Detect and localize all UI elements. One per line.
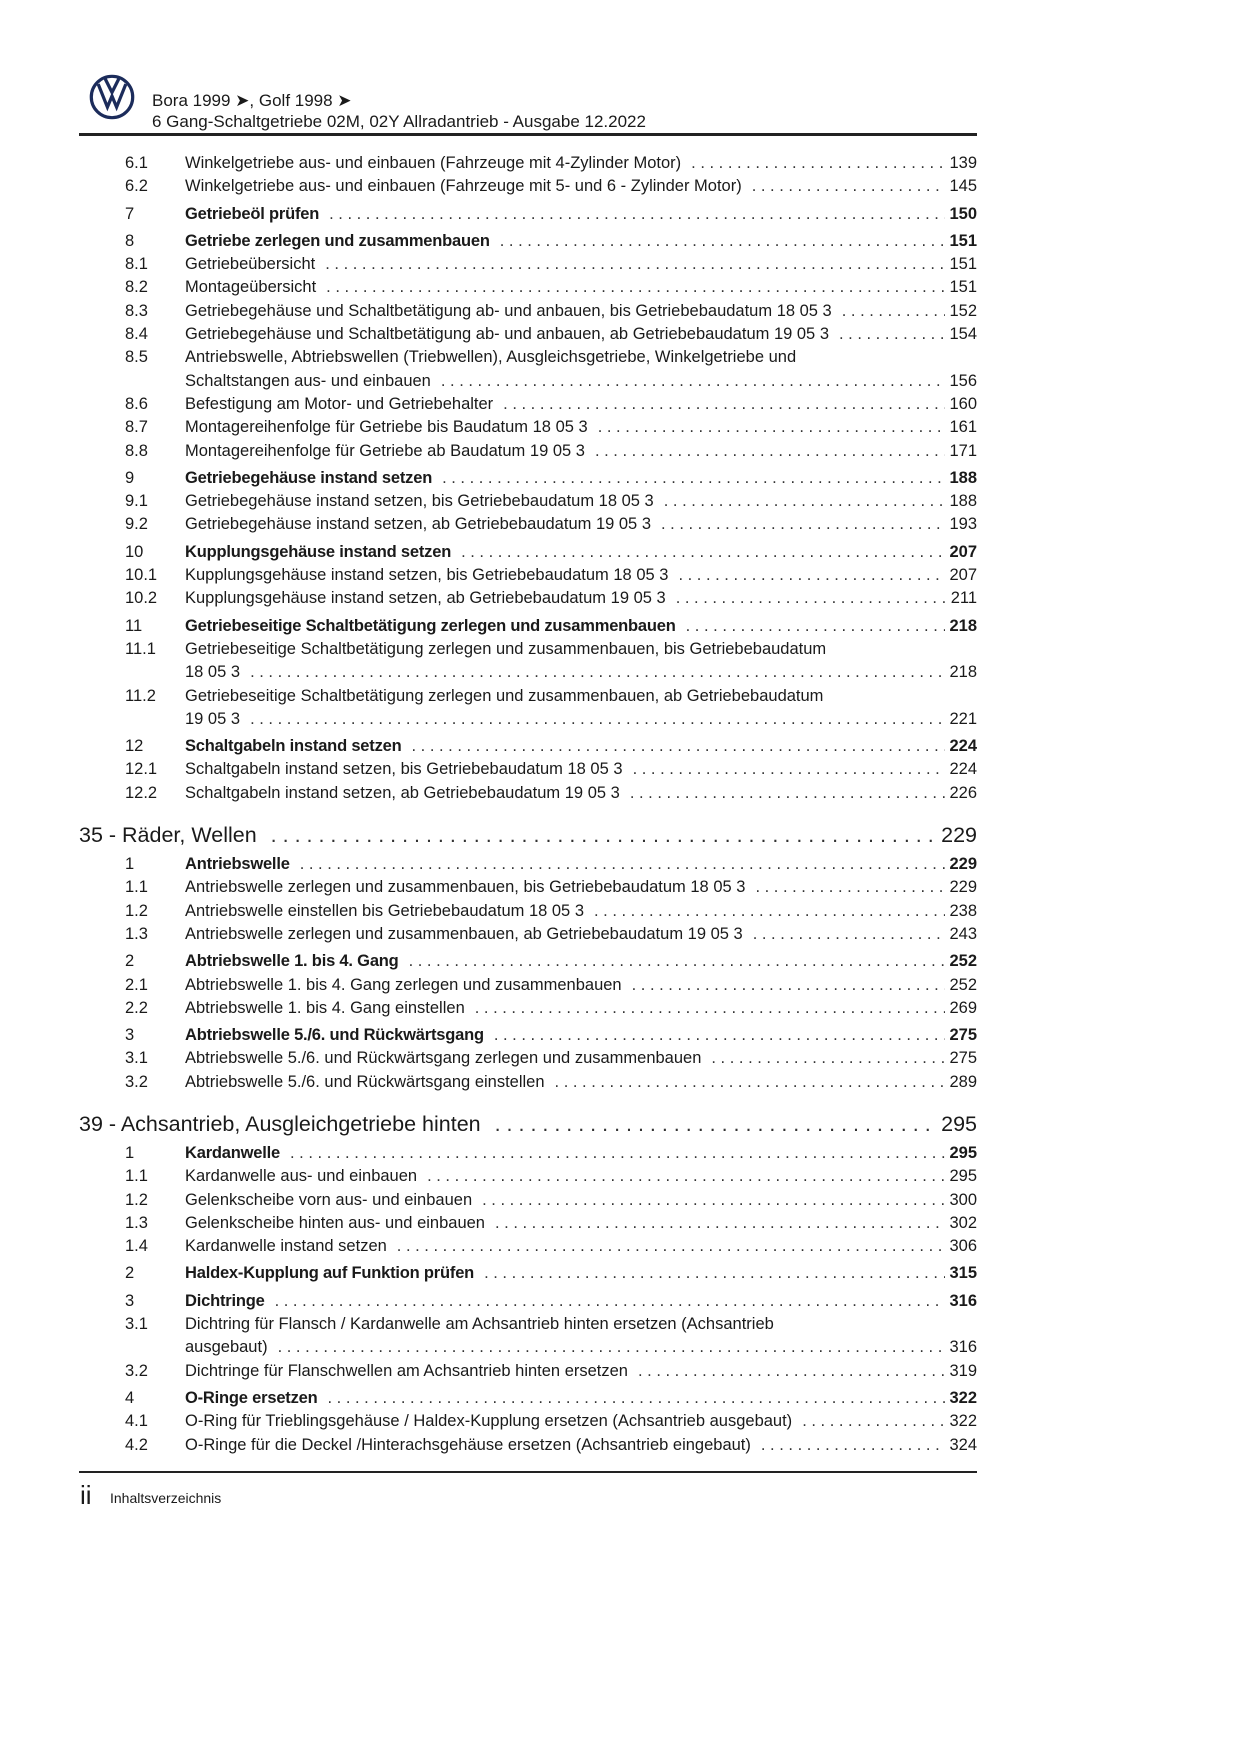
toc-entry-number: 8.3 (125, 301, 148, 320)
toc-entry[interactable] (79, 1313, 977, 1360)
toc-entry-title-line1: Antriebswelle, Abtriebswellen (Triebwellen), Ausgleichsgetriebe, Winkelgetriebe und (185, 348, 797, 367)
dot-leader (411, 735, 945, 758)
dot-leader (691, 152, 945, 175)
toc-entry-page: 154 (949, 325, 977, 344)
dot-leader (495, 1110, 938, 1138)
toc-entry-title: Antriebswelle (185, 855, 290, 874)
toc-entry[interactable] (79, 175, 977, 198)
toc-entry-page: 302 (949, 1213, 977, 1232)
toc-entry-title: Abtriebswelle 5./6. und Rückwärtsgang zerlegen und zusammenbauen (185, 1049, 702, 1068)
toc-entry-page: 252 (949, 952, 977, 971)
dot-leader (461, 541, 945, 564)
footer-page-number: ii (80, 1480, 92, 1510)
toc-entry-number: 12 (125, 737, 144, 756)
toc-entry[interactable] (79, 974, 977, 997)
toc-entry-page: 139 (949, 154, 977, 172)
toc-entry-title: Dichtringe (185, 1291, 265, 1310)
toc-entry-page: 224 (949, 737, 977, 756)
toc-entry[interactable] (79, 1290, 977, 1313)
toc-entry-title: Kardanwelle instand setzen (185, 1237, 387, 1256)
toc-entry-page: 243 (949, 924, 977, 943)
toc-entry-number: 3.1 (125, 1315, 148, 1334)
toc-entry-number: 6.1 (125, 154, 148, 172)
toc-entry[interactable] (79, 950, 977, 973)
toc-entry-number: 1.1 (125, 1167, 148, 1186)
toc-entry-title: Winkelgetriebe aus- und einbauen (Fahrzeuge mit 5- und 6 - Zylinder Motor) (185, 177, 742, 196)
toc-entry[interactable] (79, 1410, 977, 1433)
toc-entry-number: 1 (125, 1143, 135, 1162)
toc-entry-page: 252 (949, 975, 977, 994)
dot-leader (250, 708, 945, 731)
toc-entry-page: 188 (949, 492, 977, 511)
footer-section-label: Inhaltsverzeichnis (110, 1490, 222, 1506)
toc-entry-number: 8.8 (125, 441, 148, 460)
toc-entry-number: 3 (125, 1026, 135, 1045)
dot-leader (638, 1360, 945, 1383)
toc-entry-title: O-Ring für Trieblingsgehäuse / Haldex-Kupplung ersetzen (Achsantrieb ausgebaut) (185, 1412, 793, 1431)
toc-entry-number: 1.2 (125, 1190, 148, 1209)
toc-entry-number: 1 (125, 855, 135, 874)
toc-entry-title-line1: Dichtring für Flansch / Kardanwelle am Achsantrieb hinten ersetzen (Achsantrieb (185, 1315, 774, 1334)
toc-entry-title: Antriebswelle zerlegen und zusammenbauen, bis Getriebebaudatum 18 05 3 (185, 878, 746, 897)
toc-entry-number: 3.1 (125, 1049, 148, 1068)
toc-entry-page: 160 (949, 394, 977, 413)
dot-leader (326, 276, 945, 299)
dot-leader (686, 615, 945, 638)
toc-entry[interactable] (79, 615, 977, 638)
toc-entry-number: 8.4 (125, 325, 148, 344)
toc-entry[interactable] (79, 1071, 977, 1094)
toc-entry-page: 221 (949, 709, 977, 728)
toc-entry-number: 10 (125, 542, 144, 561)
toc-entry-title: 18 05 3 (185, 663, 241, 682)
dot-leader (325, 253, 945, 276)
toc-entry-page: 324 (949, 1435, 977, 1454)
toc-entry[interactable] (79, 300, 977, 323)
dot-leader (503, 393, 945, 416)
dot-leader (839, 323, 945, 346)
dot-leader (598, 416, 945, 439)
toc-entry[interactable] (79, 758, 977, 781)
toc-entry[interactable] (79, 541, 977, 564)
toc-entry-title: Abtriebswelle 1. bis 4. Gang zerlegen und zusammenbauen (185, 975, 622, 994)
dot-leader (630, 782, 945, 805)
toc-entry-page: 322 (949, 1388, 977, 1407)
toc-entry-title: Getriebeübersicht (185, 255, 316, 274)
toc-entry-page: 226 (949, 783, 977, 802)
toc-entry[interactable] (79, 685, 977, 732)
toc-entry-page: 151 (949, 255, 977, 274)
toc-entry-page: 218 (949, 663, 977, 682)
toc-entry[interactable] (79, 1189, 977, 1212)
toc-entry-page: 316 (949, 1338, 977, 1357)
toc-entry-number: 2.2 (125, 998, 148, 1017)
toc-entry-page: 319 (949, 1361, 977, 1380)
toc-entry-title: Abtriebswelle 1. bis 4. Gang einstellen (185, 998, 465, 1017)
toc-entry-page: 207 (949, 542, 977, 561)
toc-entry-page: 211 (950, 589, 977, 608)
toc-entry-number: 4 (125, 1388, 135, 1407)
toc-entry-title: ausgebaut) (185, 1338, 268, 1357)
dot-leader (752, 175, 945, 198)
toc-entry-page: 188 (949, 468, 977, 487)
dot-leader (661, 513, 945, 536)
toc-entry-number: 1.3 (125, 1213, 148, 1232)
toc-entry[interactable] (79, 467, 977, 490)
toc-entry-title: Montagereihenfolge für Getriebe bis Baudatum 18 05 3 (185, 418, 588, 437)
toc-entry-title: Befestigung am Motor- und Getriebehalter (185, 394, 494, 413)
dot-leader (250, 661, 945, 684)
dot-leader (328, 1387, 946, 1410)
toc-entry-title: 19 05 3 (185, 709, 241, 728)
toc-entry[interactable] (79, 1434, 977, 1457)
toc-entry-number: 7 (125, 204, 135, 223)
toc-entry-number: 8.7 (125, 418, 148, 437)
toc-chapter[interactable] (79, 1110, 977, 1138)
toc-entry-title: Schaltgabeln instand setzen, bis Getriebebaudatum 18 05 3 (185, 760, 623, 779)
toc-entry-page: 150 (949, 204, 977, 223)
toc-entry-number: 4.2 (125, 1435, 148, 1454)
dot-leader (676, 587, 945, 610)
toc-entry-page: 275 (949, 1049, 977, 1068)
toc-entry-title: Getriebeöl prüfen (185, 204, 320, 223)
dot-leader (494, 1024, 945, 1047)
toc-entry-title: Dichtringe für Flanschwellen am Achsantrieb hinten ersetzen (185, 1361, 628, 1380)
toc-entry[interactable] (79, 900, 977, 923)
toc-entry-number: 11.2 (125, 686, 156, 705)
toc-entry-title: O-Ringe für die Deckel /Hinterachsgehäuse ersetzen (Achsantrieb eingebaut) (185, 1435, 751, 1454)
toc-entry[interactable] (79, 1165, 977, 1188)
toc-entry-number: 8 (125, 231, 135, 250)
toc-entry-number: 4.1 (125, 1412, 148, 1431)
toc-entry-page: 145 (949, 177, 977, 196)
toc-entry-page: 229 (949, 855, 977, 874)
toc-entry[interactable] (79, 782, 977, 805)
dot-leader (761, 1434, 945, 1457)
toc-entry-title: Getriebegehäuse instand setzen, bis Getriebebaudatum 18 05 3 (185, 492, 654, 511)
header-title: 6 Gang-Schaltgetriebe 02M, 02Y Allradantrieb - Ausgabe 12.2022 (152, 112, 646, 131)
toc-entry-page: 295 (949, 1143, 977, 1162)
toc-entry-page: 171 (949, 441, 977, 460)
dot-leader (278, 1336, 945, 1359)
toc-entry[interactable] (79, 490, 977, 513)
dot-leader (500, 230, 945, 253)
toc-entry-page: 238 (949, 901, 977, 920)
toc-entry-number: 9 (125, 468, 135, 487)
dot-leader (442, 467, 945, 490)
toc-entry[interactable] (79, 276, 977, 299)
toc-chapter-title: 39 - Achsantrieb, Ausgleichgetriebe hinten (79, 1111, 481, 1136)
toc-entry[interactable] (79, 1142, 977, 1165)
dot-leader (755, 876, 945, 899)
toc-entry[interactable] (79, 564, 977, 587)
dot-leader (495, 1212, 945, 1235)
toc-entry[interactable] (79, 638, 977, 685)
toc-entry-title: Kardanwelle aus- und einbauen (185, 1167, 418, 1186)
dot-leader (397, 1235, 945, 1258)
dot-leader (409, 950, 945, 973)
toc-entry-title: Getriebegehäuse instand setzen, ab Getriebebaudatum 19 05 3 (185, 515, 651, 534)
toc-entry-number: 3.2 (125, 1361, 148, 1380)
toc-entry-title: Kupplungsgehäuse instand setzen, ab Getriebebaudatum 19 05 3 (185, 589, 666, 608)
toc-entry-page: 306 (949, 1237, 977, 1256)
toc-entry-page: 151 (949, 231, 977, 250)
toc-entry[interactable] (79, 1262, 977, 1285)
toc-entry-title: Schaltgabeln instand setzen (185, 737, 402, 756)
toc-entry[interactable] (79, 1235, 977, 1258)
toc-entry-number: 9.1 (125, 492, 148, 511)
toc-entry-page: 315 (949, 1264, 977, 1283)
toc-entry-title: Getriebegehäuse instand setzen (185, 468, 433, 487)
toc-entry-title: Kupplungsgehäuse instand setzen (185, 542, 452, 561)
toc-entry-number: 12.1 (125, 760, 158, 779)
toc-entry-title: Abtriebswelle 1. bis 4. Gang (185, 952, 399, 971)
toc-entry-page: 229 (949, 878, 977, 897)
toc-entry-number: 8.5 (125, 348, 148, 367)
toc-entry[interactable] (79, 853, 977, 876)
toc-entry-title: Haldex-Kupplung auf Funktion prüfen (185, 1264, 475, 1283)
toc-entry-page: 295 (949, 1167, 977, 1186)
toc-entry-page: 193 (949, 515, 977, 534)
toc-entry[interactable] (79, 393, 977, 416)
toc-entry-page: 156 (949, 371, 977, 390)
dot-leader (595, 440, 945, 463)
toc-chapter-page: 229 (941, 823, 977, 848)
dot-leader (711, 1047, 945, 1070)
toc-entry-title: Abtriebswelle 5./6. und Rückwärtsgang (185, 1026, 484, 1045)
toc-entry-number: 8.2 (125, 278, 148, 297)
toc-entry-number: 2 (125, 1264, 135, 1283)
toc-entry-title: Getriebegehäuse und Schaltbetätigung ab- und anbauen, bis Getriebebaudatum 18 05 3 (185, 301, 832, 320)
toc-entry-page: 207 (949, 566, 977, 585)
toc-entry-page: 275 (949, 1026, 977, 1045)
header-divider (79, 133, 977, 136)
toc-chapter[interactable] (79, 821, 977, 849)
toc-entry-number: 3 (125, 1291, 135, 1310)
toc-entry-number: 11.1 (125, 639, 156, 658)
footer-divider (79, 1471, 977, 1473)
toc-entry-number: 8.1 (125, 255, 148, 274)
toc-entry[interactable] (79, 1360, 977, 1383)
toc-entry[interactable] (79, 323, 977, 346)
dot-leader (290, 1142, 945, 1165)
toc-entry-number: 8.6 (125, 394, 148, 413)
toc-entry-title: Schaltgabeln instand setzen, ab Getriebebaudatum 19 05 3 (185, 783, 620, 802)
dot-leader (632, 974, 945, 997)
toc-entry-number: 2 (125, 952, 135, 971)
toc-entry[interactable] (79, 1024, 977, 1047)
toc-entry-page: 300 (949, 1190, 977, 1209)
toc-entry-page: 218 (949, 616, 977, 635)
toc-entry-title: Abtriebswelle 5./6. und Rückwärtsgang einstellen (185, 1072, 545, 1091)
dot-leader (300, 853, 945, 876)
toc-entry[interactable] (79, 440, 977, 463)
dot-leader (482, 1189, 945, 1212)
toc-entry-page: 161 (949, 418, 977, 437)
toc-entry-number: 1.4 (125, 1237, 148, 1256)
toc-entry[interactable] (79, 923, 977, 946)
dot-leader (555, 1071, 945, 1094)
toc-entry-title: Getriebe zerlegen und zusammenbauen (185, 231, 490, 250)
toc-entry[interactable] (79, 152, 977, 175)
toc-entry-title: Antriebswelle zerlegen und zusammenbauen, ab Getriebebaudatum 19 05 3 (185, 924, 743, 943)
toc-entry-number: 6.2 (125, 177, 148, 196)
toc-entry-number: 10.2 (125, 589, 158, 608)
dot-leader (842, 300, 945, 323)
toc-entry-title: Getriebegehäuse und Schaltbetätigung ab- und anbauen, ab Getriebebaudatum 19 05 3 (185, 325, 829, 344)
toc-entry-page: 316 (949, 1291, 977, 1310)
toc-entry-page: 151 (949, 278, 977, 297)
toc-entry-number: 1.2 (125, 901, 148, 920)
vw-logo-icon (89, 74, 135, 120)
toc-entry-page: 322 (949, 1412, 977, 1431)
dot-leader (753, 923, 945, 946)
toc-entry[interactable] (79, 203, 977, 226)
table-of-contents (79, 152, 977, 1457)
toc-entry[interactable] (79, 735, 977, 758)
toc-entry-number: 10.1 (125, 566, 158, 585)
dot-leader (678, 564, 945, 587)
toc-entry-page: 224 (949, 760, 977, 779)
toc-entry[interactable] (79, 997, 977, 1020)
toc-entry-title: Winkelgetriebe aus- und einbauen (Fahrzeuge mit 4-Zylinder Motor) (185, 154, 682, 172)
dot-leader (802, 1410, 945, 1433)
toc-entry-title: Gelenkscheibe vorn aus- und einbauen (185, 1190, 473, 1209)
toc-entry-title: Kardanwelle (185, 1143, 281, 1162)
toc-entry[interactable] (79, 1212, 977, 1235)
toc-entry[interactable] (79, 1047, 977, 1070)
toc-entry-title: Kupplungsgehäuse instand setzen, bis Getriebebaudatum 18 05 3 (185, 566, 669, 585)
toc-entry-title: Montageübersicht (185, 278, 317, 297)
toc-entry-number: 2.1 (125, 975, 148, 994)
toc-entry-number: 1.3 (125, 924, 148, 943)
dot-leader (484, 1262, 945, 1285)
toc-entry-number: 9.2 (125, 515, 148, 534)
toc-entry-title: O-Ringe ersetzen (185, 1388, 318, 1407)
dot-leader (441, 370, 945, 393)
toc-entry[interactable] (79, 416, 977, 439)
toc-entry[interactable] (79, 587, 977, 610)
dot-leader (329, 203, 945, 226)
toc-chapter-title: 35 - Räder, Wellen (79, 823, 257, 848)
dot-leader (633, 758, 945, 781)
toc-entry-title: Gelenkscheibe hinten aus- und einbauen (185, 1213, 485, 1232)
toc-entry-number: 3.2 (125, 1072, 148, 1091)
dot-leader (475, 997, 945, 1020)
toc-entry-title-line1: Getriebeseitige Schaltbetätigung zerlegen und zusammenbauen, bis Getriebebaudatum (185, 639, 827, 658)
toc-entry-title: Schaltstangen aus- und einbauen (185, 371, 431, 390)
toc-entry[interactable] (79, 253, 977, 276)
toc-entry[interactable] (79, 346, 977, 393)
toc-entry-page: 152 (949, 301, 977, 320)
toc-entry[interactable] (79, 1387, 977, 1410)
toc-entry-number: 11 (125, 616, 143, 635)
dot-leader (271, 821, 937, 849)
toc-entry[interactable] (79, 513, 977, 536)
toc-entry-title: Montagereihenfolge für Getriebe ab Baudatum 19 05 3 (185, 441, 585, 460)
dot-leader (594, 900, 945, 923)
toc-entry-title-line1: Getriebeseitige Schaltbetätigung zerlegen und zusammenbauen, ab Getriebebaudatum (185, 686, 824, 705)
toc-entry[interactable] (79, 876, 977, 899)
toc-entry-title: Antriebswelle einstellen bis Getriebebaudatum 18 05 3 (185, 901, 584, 920)
toc-chapter-page: 295 (941, 1111, 977, 1136)
toc-entry-number: 1.1 (125, 878, 148, 897)
dot-leader (664, 490, 945, 513)
toc-entry-page: 289 (949, 1072, 977, 1091)
header-models: Bora 1999 ➤, Golf 1998 ➤ (152, 91, 352, 110)
toc-entry[interactable] (79, 230, 977, 253)
toc-entry-number: 12.2 (125, 783, 158, 802)
toc-entry-title: Getriebeseitige Schaltbetätigung zerlegen und zusammenbauen (185, 616, 676, 635)
dot-leader (275, 1290, 945, 1313)
toc-entry-page: 269 (949, 998, 977, 1017)
document-header (152, 90, 646, 132)
dot-leader (427, 1165, 945, 1188)
